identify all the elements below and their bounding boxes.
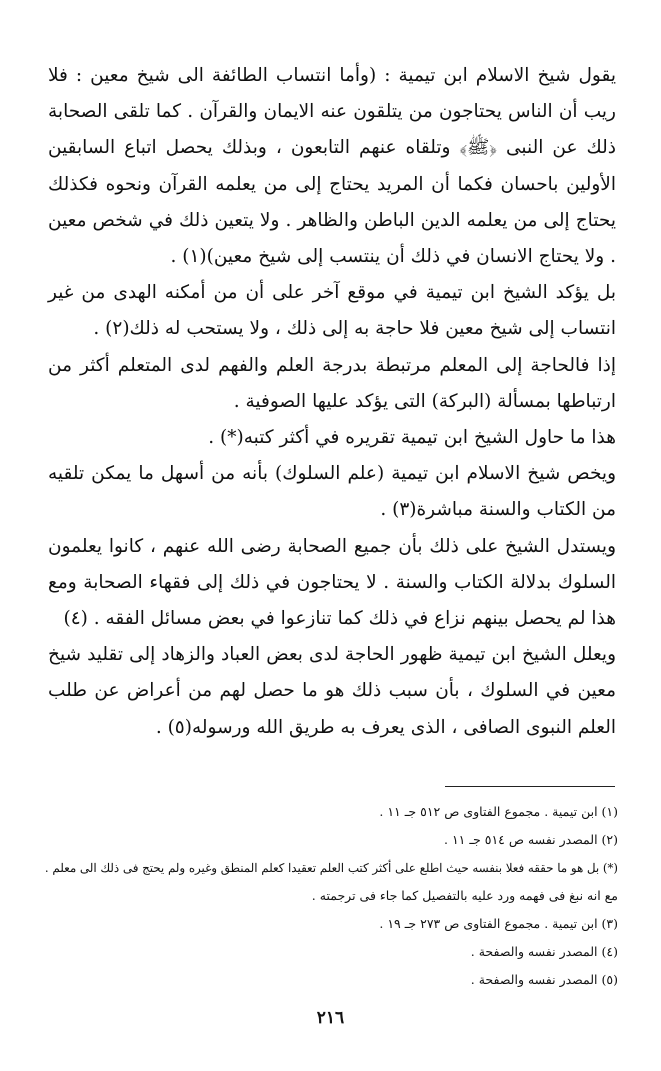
paragraph-6: ويستدل الشيخ على ذلك بأن جميع الصحابة رضى الله عنهم ، كانوا يعلمون السلوك بدلالة الكتاب والسنة . لا يحتاجون في ذلك إلى فقهاء الصحابة ومع هذا لم يحصل بينهم نزاع في ذلك كما تنازعوا في بعض مسائل الفقه . (٤) (48, 535, 616, 630)
paragraph-5: ويخص شيخ الاسلام ابن تيمية (علم السلوك) بأنه من أسهل ما يمكن تلقيه من الكتاب والسنة مباشرة(٣) . (48, 463, 616, 521)
paragraph-2: بل يؤكد الشيخ ابن تيمية في موقع آخر على أن من أمكنه الهدى من غير انتساب إلى شيخ معين فلا حاجة به إلى ذلك ، ولا يستحب له ذلك(٢) . (48, 282, 616, 340)
footnote-divider (445, 786, 615, 787)
page-number: ٢١٦ (316, 1008, 345, 1028)
footnote-2: (٢) المصدر نفسه ص ٥١٤ جـ ١١ . (444, 832, 618, 847)
main-text (48, 58, 616, 746)
paragraph-1: يقول شيخ الاسلام ابن تيمية : (وأما انتساب الطائفة الى شيخ معين : فلا ريب أن الناس يحتاجون من يتلقون عنه الايمان والقرآن . كما تلقى الصحابة ذلك عن النبى ﴿ﷺ﴾ وتلقاه عنهم التابعون ، وبذلك يحصل اتباع السابقين الأولين باحسان فكما أن المريد يحتاج إلى من يعلمه القرآن ونحوه فكذلك يحتاج إلى من يعلمه الدين الباطن والظاهر . ولا يتعين ذلك في شخص معين . ولا يحتاج الانسان في ذلك أن ينتسب إلى شيخ معين)(١) . (48, 65, 616, 268)
footnotes (42, 798, 618, 994)
footnote-star: (*) بل هو ما حققه فعلا بنفسه حيث اطلع على أكثر كتب العلم تعقيدا كعلم المنطق وغيره ولم يحتج فى ذلك الى معلم . (44, 861, 618, 875)
footnote-4: (٤) المصدر نفسه والصفحة . (470, 944, 618, 959)
paragraph-7: ويعلل الشيخ ابن تيمية ظهور الحاجة لدى بعض العباد والزهاد إلى تقليد شيخ معين في السلوك ، بأن سبب ذلك هو ما حصل لهم من أعراض عن طلب العلم النبوى الصافى ، الذى يعرف به طريق الله ورسوله(٥) . (48, 644, 616, 738)
footnote-1: (١) ابن تيمية . مجموع الفتاوى ص ٥١٢ جـ ١١ . (379, 804, 618, 819)
paragraph-3: إذا فالحاجة إلى المعلم مرتبطة بدرجة العلم والفهم لدى المتعلم أكثر من ارتباطها بمسألة (البركة) التى يؤكد عليها الصوفية . (48, 354, 616, 412)
paragraph-4: هذا ما حاول الشيخ ابن تيمية تقريره في أكثر كتبه(*) . (208, 427, 616, 449)
footnote-3: (٣) ابن تيمية . مجموع الفتاوى ص ٢٧٣ جـ ١٩ . (379, 916, 618, 931)
footnote-5: (٥) المصدر نفسه والصفحة . (470, 972, 618, 987)
footnote-star-continued: مع انه نبغ فى فهمه ورد عليه بالتفصيل كما جاء فى ترجمته . (311, 888, 618, 903)
